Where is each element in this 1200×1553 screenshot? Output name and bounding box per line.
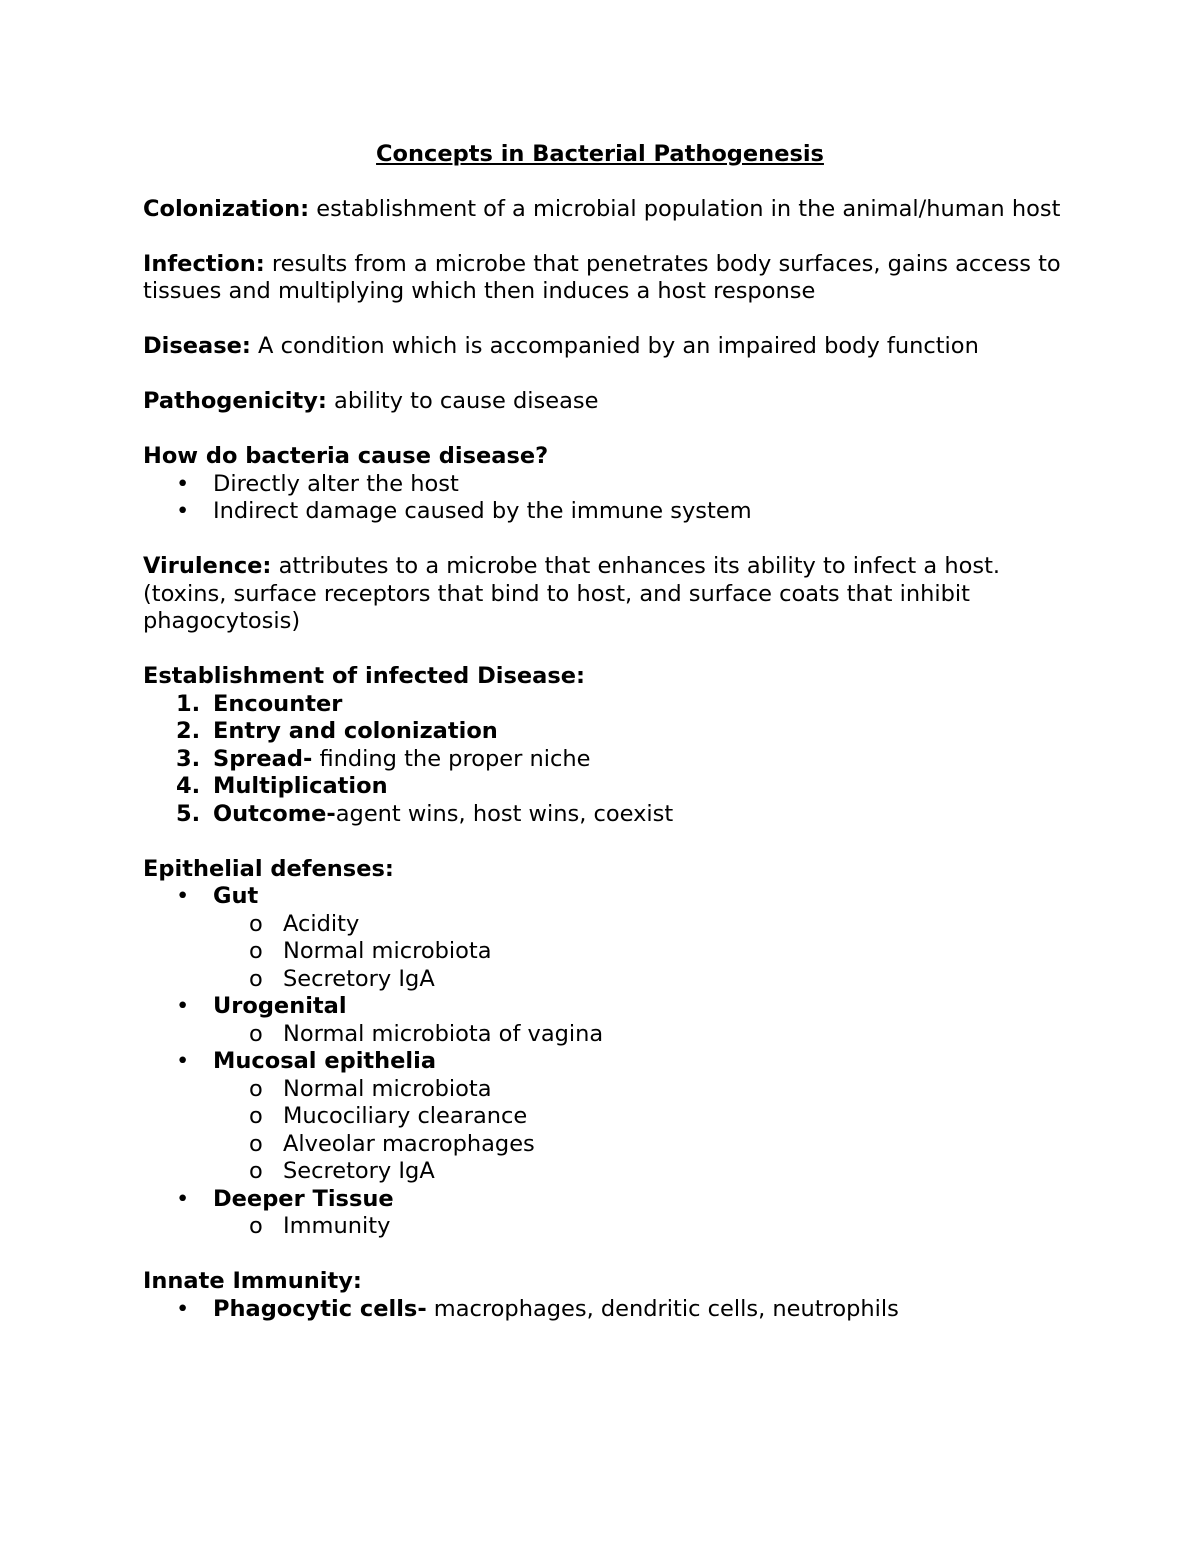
item-text: agent wins, host wins, coexist <box>335 800 674 827</box>
circle-bullet-icon: o <box>249 1158 263 1184</box>
item-text: Secretory IgA <box>283 965 435 992</box>
item-bold: Multiplication <box>213 773 388 799</box>
item-text: Normal microbiota <box>283 1075 492 1102</box>
bullet-icon: • <box>176 1295 190 1322</box>
definition-infection <box>143 251 1083 306</box>
definition-text: A condition which is accompanied by an impaired body function <box>250 333 979 359</box>
definition-text: establishment of a microbial population in the animal/human host <box>309 195 1061 222</box>
item-text: Indirect damage caused by the immune system <box>213 498 752 524</box>
list-item-urogenital <box>143 993 1083 1048</box>
sub-list-item <box>143 966 1083 994</box>
term: Colonization: <box>143 195 310 222</box>
item-text: Normal microbiota <box>283 938 492 964</box>
item-number: 4. <box>176 773 201 799</box>
sub-list-item <box>143 1076 1083 1104</box>
bullet-icon: • <box>176 1185 190 1212</box>
definition-disease <box>143 333 1083 361</box>
sub-list-item <box>143 1021 1083 1049</box>
circle-bullet-icon: o <box>249 1213 263 1239</box>
term: Virulence: <box>143 553 272 579</box>
list-item <box>143 746 1083 774</box>
definition-pathogenicity <box>143 388 1083 416</box>
bullet-icon: • <box>176 470 190 497</box>
group-label: Mucosal epithelia <box>213 1048 437 1074</box>
list-item <box>143 801 1083 829</box>
item-bold: Phagocytic cells- <box>213 1295 427 1322</box>
circle-bullet-icon: o <box>249 1075 263 1102</box>
bullet-icon: • <box>176 883 190 909</box>
item-text: Secretory IgA <box>283 1158 435 1184</box>
establishment-list <box>143 691 1083 829</box>
list-item <box>143 718 1083 746</box>
list-item <box>143 471 1083 499</box>
epithelial-list <box>143 883 1083 1241</box>
document-body <box>143 141 1083 1323</box>
list-item-gut <box>143 883 1083 993</box>
item-text: Immunity <box>283 1213 391 1239</box>
item-text: Normal microbiota of vagina <box>283 1020 604 1047</box>
list-item-mucosal <box>143 1048 1083 1186</box>
item-number: 1. <box>176 690 201 717</box>
item-text: finding the proper niche <box>312 745 591 772</box>
establishment-heading: Establishment of infected Disease: <box>143 663 585 689</box>
item-text: Directly alter the host <box>213 470 459 497</box>
list-item-deeper-tissue <box>143 1186 1083 1241</box>
group-label: Gut <box>213 883 259 909</box>
item-text: macrophages, dendritic cells, neutrophils <box>426 1295 899 1322</box>
sub-list-item <box>143 938 1083 966</box>
bullet-icon: • <box>176 993 190 1019</box>
group-label: Deeper Tissue <box>213 1185 394 1212</box>
circle-bullet-icon: o <box>249 1130 263 1157</box>
bullet-icon: • <box>176 1048 190 1074</box>
item-text: Acidity <box>283 910 360 937</box>
term: Disease: <box>143 333 251 359</box>
item-bold: Entry and colonization <box>213 718 498 744</box>
how-list <box>143 471 1083 526</box>
how-heading: How do bacteria cause disease? <box>143 443 549 469</box>
term: Infection: <box>143 250 265 277</box>
epithelial-heading: Epithelial defenses: <box>143 855 394 882</box>
item-bold: Outcome- <box>213 800 336 827</box>
circle-bullet-icon: o <box>249 1020 263 1047</box>
page-title: Concepts in Bacterial Pathogenesis <box>376 141 824 167</box>
definition-text: attributes to a microbe that enhances its ability to infect a host. (toxins, surface receptors that bind to host, and surface coats that inhibit phagocytosis) <box>143 553 1001 634</box>
sub-list-item <box>143 1213 1083 1241</box>
item-bold: Encounter <box>213 690 343 717</box>
circle-bullet-icon: o <box>249 910 263 937</box>
item-number: 3. <box>176 745 201 772</box>
group-label: Urogenital <box>213 993 347 1019</box>
innate-list <box>143 1296 1083 1324</box>
item-number: 2. <box>176 718 201 744</box>
definition-text: results from a microbe that penetrates body surfaces, gains access to tissues and multiplying which then induces a host response <box>143 250 1061 304</box>
sub-list-item <box>143 1103 1083 1131</box>
item-text: Alveolar macrophages <box>283 1130 535 1157</box>
innate-heading: Innate Immunity: <box>143 1268 362 1294</box>
list-item <box>143 773 1083 801</box>
circle-bullet-icon: o <box>249 938 263 964</box>
list-item <box>143 1296 1083 1324</box>
item-number: 5. <box>176 800 201 827</box>
sub-list-item <box>143 1158 1083 1186</box>
item-bold: Spread- <box>213 745 313 772</box>
circle-bullet-icon: o <box>249 1103 263 1129</box>
list-item <box>143 498 1083 526</box>
definition-text: ability to cause disease <box>326 388 599 414</box>
bullet-icon: • <box>176 498 190 524</box>
item-text: Mucociliary clearance <box>283 1103 528 1129</box>
definition-colonization <box>143 196 1083 224</box>
list-item <box>143 691 1083 719</box>
sub-list-item <box>143 911 1083 939</box>
term: Pathogenicity: <box>143 388 327 414</box>
sub-list-item <box>143 1131 1083 1159</box>
circle-bullet-icon: o <box>249 965 263 992</box>
definition-virulence <box>143 553 1083 636</box>
